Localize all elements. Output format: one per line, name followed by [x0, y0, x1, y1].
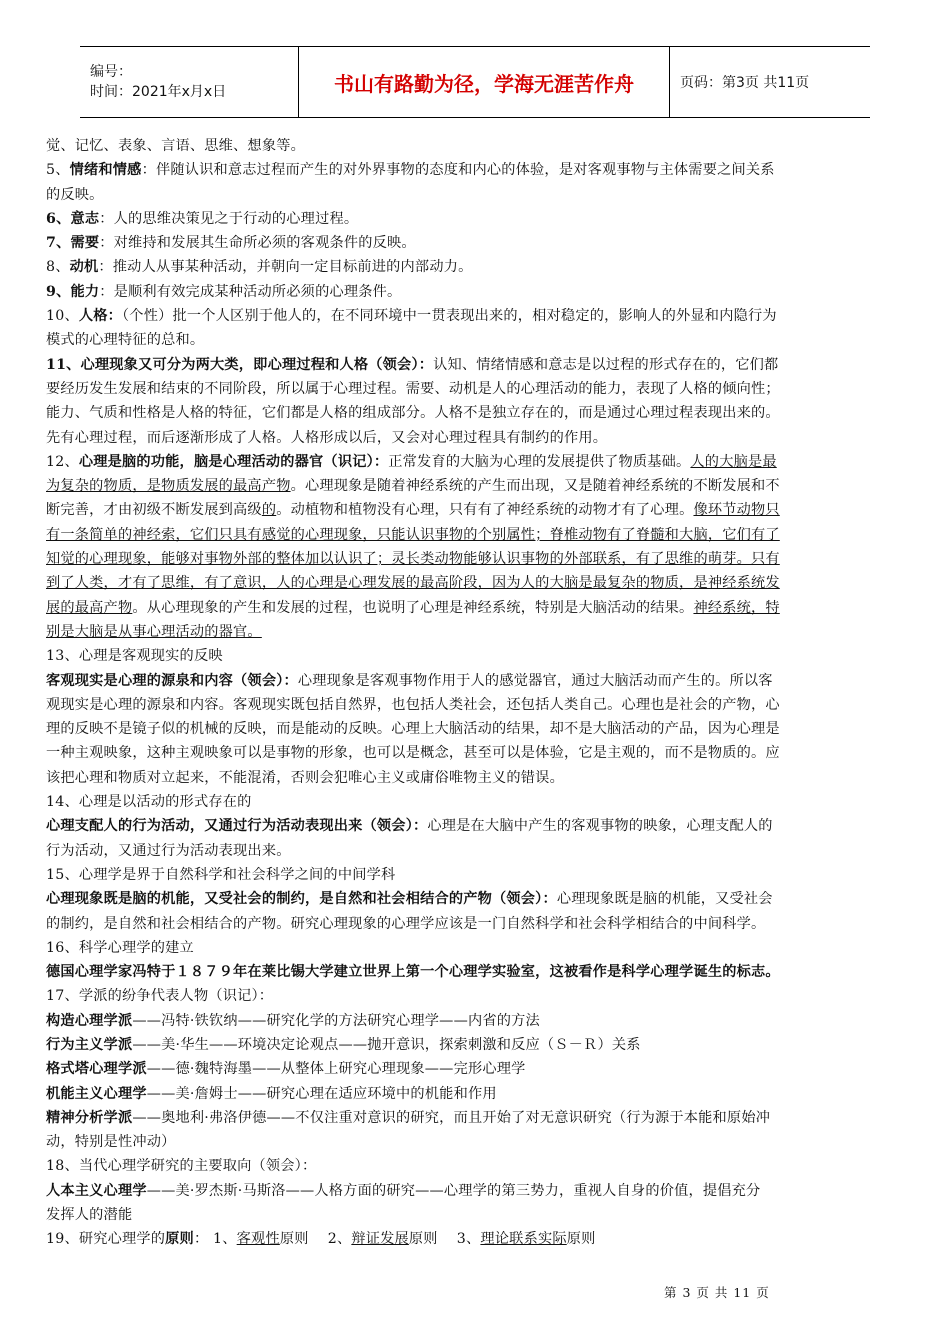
text-segment: 原则 2、 — [279, 1231, 352, 1248]
text-segment: 认知、情绪情感和意志是以过程的形式存在的，它们都 — [433, 356, 779, 373]
text-segment: 的反映。 — [46, 186, 104, 203]
text-segment: ——美·詹姆士——研究心理在适应环境中的机能和作用 — [146, 1085, 497, 1102]
text-segment: 。从心理现象的产生和发展的过程，也说明了心理是神经系统，特别是大脑活动的结果。 — [132, 599, 694, 616]
text-segment: 7、需要 — [46, 235, 100, 252]
text-segment: 行为活动，又通过行为活动表现出来。 — [46, 842, 291, 859]
text-line — [46, 498, 908, 522]
text-line — [46, 426, 908, 450]
text-segment: 18、当代心理学研究的主要取向（领会）： — [46, 1158, 317, 1175]
text-segment: （个性）批一个人区别于他人的，在不同环境中一贯表现出来的，相对稳定的，影响人的外显和内隐行为 — [122, 308, 777, 325]
text-segment: 正常发育的大脑为心理的发展提供了物质基础。 — [388, 453, 691, 470]
text-segment: 发挥人的潜能 — [46, 1207, 133, 1224]
text-segment: 客观性 — [236, 1231, 280, 1248]
text-line — [46, 231, 908, 255]
text-line — [46, 839, 908, 863]
text-segment: 心理现象既是脑的机能，又受社会 — [556, 891, 773, 908]
text-segment: 先有心理过程，而后逐渐形成了人格。人格形成以后，又会对心理过程具有制约的作用。 — [46, 429, 608, 446]
text-line — [46, 717, 908, 741]
text-line — [46, 960, 908, 984]
text-line — [46, 912, 908, 936]
text-segment: 觉、记忆、表象、言语、思维、想象等。 — [46, 138, 305, 154]
text-segment: 心理现象是客观事物作用于人的感觉器官，通过大脑活动而产生的。所以客 — [297, 672, 773, 689]
text-segment: ：是顺利有效完成某种活动所必须的心理条件。 — [99, 283, 402, 300]
text-segment: 人的大脑是最 — [690, 453, 777, 470]
text-segment: 。心理现象是随着神经系统的产生而出现，又是随着神经系统的不断发展和不 — [290, 478, 780, 495]
text-line — [46, 596, 908, 620]
text-segment: 。动植物和植物没有心理，只有有了神经系统的动物才有了心理。 — [276, 502, 694, 519]
text-line — [46, 401, 908, 425]
text-segment: 到了人类，才有了思维，有了意识，人的心理是心理发展的最高阶段，因为人的大脑是最复杂的物质，是神经系统发 — [46, 575, 780, 592]
text-line — [46, 1227, 908, 1251]
text-line — [46, 887, 908, 911]
header-motto-cell — [298, 47, 670, 117]
page-footer: 第 3 页 共 11 页 — [664, 1285, 770, 1300]
text-segment: 模式的心理特征的总和。 — [46, 332, 205, 349]
text-segment: 6、意志 — [46, 210, 100, 227]
text-segment: 机能主义心理学 — [46, 1085, 147, 1102]
text-segment: 19、研究心理学的 — [46, 1231, 166, 1248]
text-segment: 9、能力 — [46, 283, 100, 300]
text-line — [46, 1179, 908, 1203]
text-line — [46, 1057, 908, 1081]
header-meta — [80, 47, 298, 117]
text-segment: ——奥地利·弗洛伊德——不仅注重对意识的研究，而且开始了对无意识研究（行为源于本能和原始冲 — [132, 1109, 771, 1126]
document-date: 时间：2021年x月x日 — [90, 84, 227, 100]
text-segment: 的制约，是自然和社会相结合的产物。研究心理现象的心理学应该是一门自然科学和社会科学相结合的中间科学。 — [46, 915, 766, 932]
text-segment: 理论联系实际 — [480, 1231, 567, 1248]
text-segment: 理的反映不是镜子似的机械的反映，而是能动的反映。心理上大脑活动的结果，却不是大脑活动的产品，因为心理是 — [46, 721, 780, 738]
text-segment: 行为主义学派 — [46, 1036, 133, 1053]
text-line — [46, 1154, 908, 1178]
text-line — [46, 183, 908, 207]
text-line — [46, 814, 908, 838]
text-segment: 16、科学心理学的建立 — [46, 939, 194, 956]
text-segment: 观现实是心理的源泉和内容。客观现实既包括自然界，也包括人类社会，还包括人类自己。心理也是社会的产物，心 — [46, 696, 780, 713]
text-segment: 该把心理和物质对立起来，不能混淆，否则会犯唯心主义或庸俗唯物主义的错误。 — [46, 769, 564, 786]
text-segment: 原则 3、 — [408, 1231, 481, 1248]
text-segment: 精神分析学派 — [46, 1109, 133, 1126]
text-line — [46, 984, 908, 1008]
text-line — [46, 353, 908, 377]
text-line — [46, 766, 908, 790]
text-segment: 像环节动物只 — [693, 502, 780, 519]
text-line — [46, 523, 908, 547]
text-segment: 格式塔心理学派 — [46, 1061, 147, 1078]
text-line — [46, 790, 908, 814]
text-segment: 15、心理学是界于自然科学和社会科学之间的中间学科 — [46, 866, 396, 883]
text-line — [46, 669, 908, 693]
text-line — [46, 741, 908, 765]
text-segment: ——美·华生——环境决定论观点——抛开意识，探索刺激和反应（Ｓ－Ｒ）关系 — [132, 1036, 641, 1053]
text-segment: 德国心理学家冯特于１８７９年在莱比锡大学建立世界上第一个心理学实验室，这被看作是科学心理学诞生的标志。 — [46, 964, 780, 981]
text-line — [46, 620, 908, 644]
text-segment: 心理支配人的行为活动，又通过行为活动表现出来（领会）： — [46, 818, 428, 835]
text-line — [46, 280, 908, 304]
text-segment: ： 1、 — [193, 1231, 237, 1248]
text-segment: 动，特别是性冲动） — [46, 1134, 176, 1151]
text-segment: 客观现实是心理的源泉和内容（领会）： — [46, 672, 298, 689]
text-segment: 情绪和情感 — [69, 162, 142, 179]
text-segment: 12、 — [46, 453, 79, 470]
text-segment: 8、 — [46, 259, 70, 276]
text-line — [46, 1082, 908, 1106]
text-line — [46, 644, 908, 668]
text-line — [46, 936, 908, 960]
header-page-info: 页码：第3页 共11页 — [680, 75, 810, 91]
header-page-info-cell — [670, 47, 809, 117]
header-motto: 书山有路勤为径，学海无涯苦作舟 — [334, 71, 634, 96]
text-line — [46, 547, 908, 571]
text-line — [46, 377, 908, 401]
text-line — [46, 1203, 908, 1227]
text-line — [46, 1130, 908, 1154]
text-segment: 17、学派的纷争代表人物（识记）： — [46, 988, 274, 1005]
text-line — [46, 304, 908, 328]
text-line — [46, 863, 908, 887]
text-segment: 11、心理现象又可分为两大类，即心理过程和人格（领会）： — [46, 356, 434, 373]
text-segment: 人格： — [78, 308, 123, 325]
text-segment: 别是大脑是从事心理活动的器官。 — [46, 623, 262, 640]
text-segment: ：伴随认识和意志过程而产生的对外界事物的态度和内心的体验，是对客观事物与主体需要之间关系 — [141, 162, 775, 179]
text-segment: 神经系统，特 — [693, 599, 780, 616]
document-number-label: 编号： — [90, 64, 132, 80]
text-line — [46, 474, 908, 498]
text-segment: 原则 — [165, 1231, 194, 1248]
text-segment: 断完善，才由初级不断发展到高级 — [46, 502, 262, 519]
text-line — [46, 158, 908, 182]
text-segment: 一种主观映象，这种主观映象可以是事物的形象，也可以是概念，甚至可以是体验，它是主观的，而不是物质的。应 — [46, 745, 780, 762]
text-segment: ：对维持和发展其生命所必须的客观条件的反映。 — [99, 235, 416, 252]
text-segment: ——美·罗杰斯·马斯洛——人格方面的研究——心理学的第三势力，重视人自身的价值，提倡充分 — [146, 1182, 761, 1199]
text-segment: ——德·魏特海墨——从整体上研究心理现象——完形心理学 — [146, 1061, 526, 1078]
text-segment: 10、 — [46, 308, 79, 325]
document-body — [46, 134, 908, 1252]
text-segment: 13、心理是客观现实的反映 — [46, 648, 223, 665]
text-segment: 能力、气质和性格是人格的特征，它们都是人格的组成部分。人格不是独立存在的，而是通过心理过程表现出来的。 — [46, 405, 780, 422]
text-segment: 动机 — [69, 259, 99, 276]
text-line — [46, 134, 908, 158]
text-segment: ——冯特·铁钦纳——研究化学的方法研究心理学——内省的方法 — [132, 1012, 540, 1029]
text-segment: 构造心理学派 — [46, 1012, 133, 1029]
text-line — [46, 1106, 908, 1130]
text-line — [46, 450, 908, 474]
text-segment: 要经历发生发展和结束的不同阶段，所以属于心理过程。需要、动机是人的心理活动的能力，表现了人格的倾向性； — [46, 380, 780, 397]
text-line — [46, 255, 908, 279]
text-segment: 心理是脑的功能，脑是心理活动的器官（识记）： — [78, 453, 389, 470]
text-line — [46, 571, 908, 595]
page-header — [80, 46, 870, 118]
text-line — [46, 1009, 908, 1033]
text-segment: 辩证发展 — [351, 1231, 409, 1248]
text-segment: 心理是在大脑中产生的客观事物的映象，心理支配人的 — [427, 818, 773, 835]
text-segment: ：推动人从事某种活动，并朝向一定目标前进的内部动力。 — [98, 259, 473, 276]
text-segment: 知觉的心理现象，能够对事物外部的整体加以认识了；灵长类动物能够认识事物的外部联系，有了思维的萌芽。只有 — [46, 551, 780, 568]
text-line — [46, 207, 908, 231]
text-segment: 心理现象既是脑的机能，又受社会的制约，是自然和社会相结合的产物（领会）： — [46, 891, 557, 908]
text-segment: 展的最高产物 — [46, 599, 133, 616]
text-segment: 原则 — [566, 1231, 596, 1248]
text-segment: 14、心理是以活动的形式存在的 — [46, 794, 252, 811]
text-segment: 为复杂的物质，是物质发展的最高产物 — [46, 478, 291, 495]
text-line — [46, 328, 908, 352]
text-line — [46, 693, 908, 717]
text-segment: 的 — [261, 502, 277, 519]
text-segment: 人本主义心理学 — [46, 1182, 147, 1199]
text-segment: 5、 — [46, 162, 70, 179]
text-segment: ：人的思维决策见之于行动的心理过程。 — [99, 210, 359, 227]
text-line — [46, 1033, 908, 1057]
text-segment: 有一条简单的神经索，它们只具有感觉的心理现象，只能认识事物的个别属性；脊椎动物有了脊髓和大脑，它们有了 — [46, 526, 780, 543]
